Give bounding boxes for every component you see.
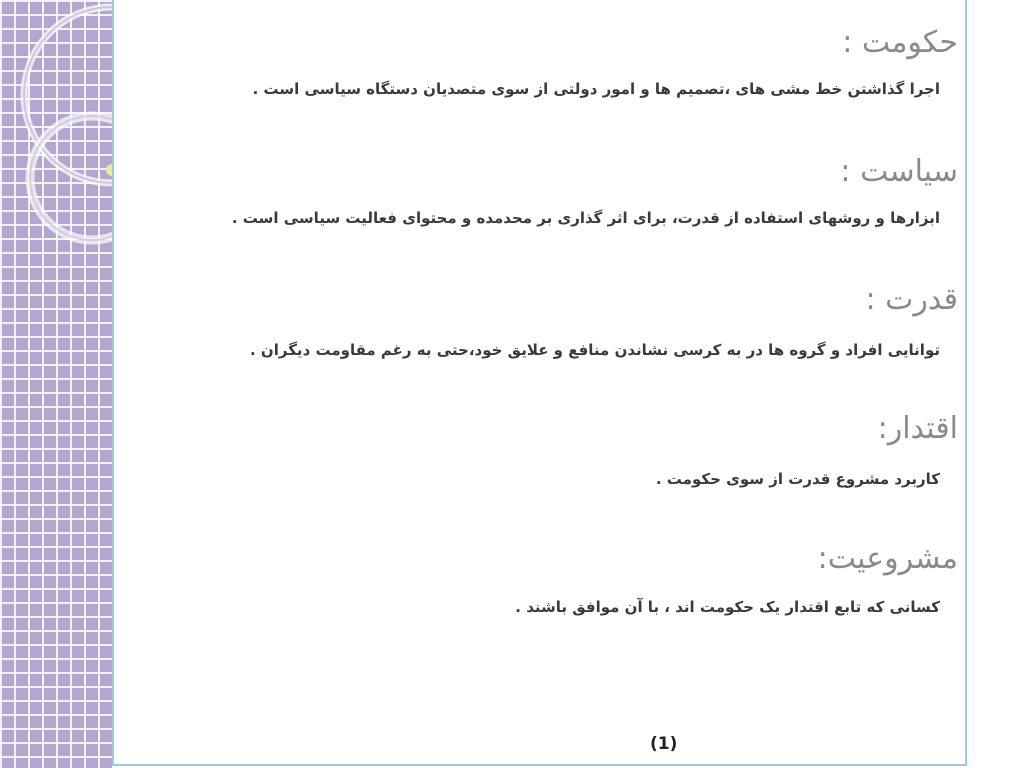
heading-legitimacy: مشروعیت: bbox=[817, 541, 958, 576]
page-number: (1) bbox=[650, 734, 678, 754]
text-authority: کاربرد مشروع قدرت از سوی حکومت . bbox=[655, 470, 940, 488]
text-politics: ابزارها و روشهای استفاده از قدرت، برای اثر گذاری بر محدمده و محتوای فعالیت سیاسی است . bbox=[231, 209, 940, 227]
heading-power: قدرت : bbox=[865, 282, 958, 317]
text-legitimacy: کسانی که تابع اقتدار یک حکومت اند ، با آن موافق باشند . bbox=[515, 598, 940, 616]
heading-authority: اقتدار: bbox=[877, 411, 958, 446]
right-margin bbox=[969, 0, 1024, 768]
text-government: اجرا گذاشتن خط مشی های ،تصمیم ها و امور دولتی از سوی متصدیان دستگاه سیاسی است . bbox=[252, 80, 940, 98]
heading-politics: سیاست : bbox=[840, 154, 958, 189]
text-power: توانایی افراد و گروه ها در به کرسی نشاندن منافع و علایق خود،حتی به رغم مقاومت دیگران . bbox=[250, 341, 940, 359]
heading-government: حکومت : bbox=[842, 25, 958, 60]
content-frame bbox=[112, 0, 967, 766]
